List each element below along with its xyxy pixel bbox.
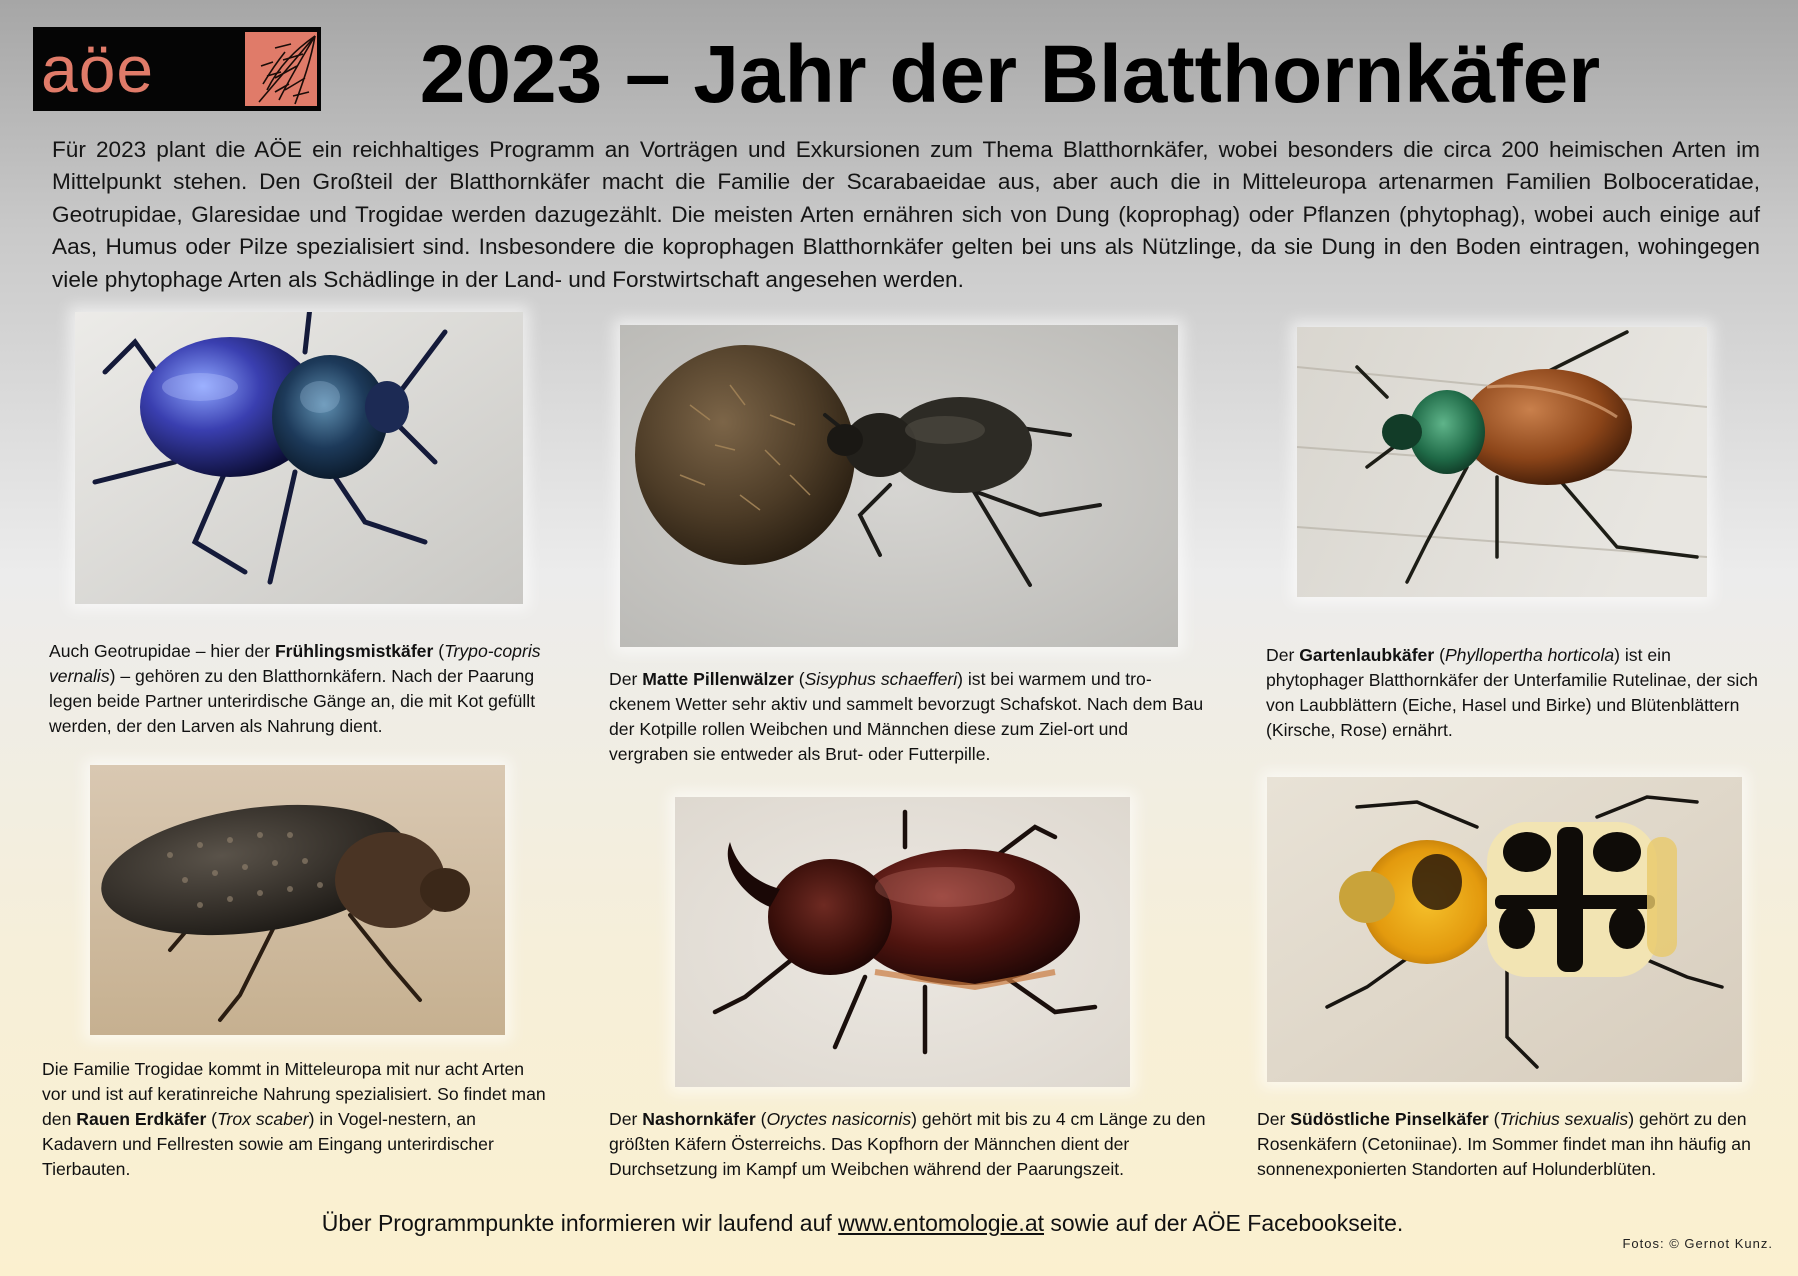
latin-name: Sisyphus schaefferi (804, 669, 958, 689)
caption-text: Auch Geotrupidae – hier der (49, 641, 275, 661)
wing-logo-icon (245, 32, 317, 106)
latin-name: Trichius sexualis (1499, 1109, 1629, 1129)
caption-text: Der (1266, 645, 1300, 665)
erdkaefer-caption (42, 1057, 552, 1182)
species-name: Gartenlaubkäfer (1299, 645, 1435, 665)
caption-text: Der (609, 1109, 643, 1129)
latin-name: Trox scaber (217, 1109, 309, 1129)
species-name: Frühlingsmistkäfer (274, 641, 434, 661)
fruehlingsmistkaefer-caption (49, 639, 569, 739)
footer-text (0, 1208, 1725, 1238)
pinselkaefer-caption (1257, 1107, 1777, 1182)
caption-text: ) gehört zu den Rosenkäfern (Cetoniinae). Im Sommer findet man ihn häufig an sonnenexponierten Standorten auf Holunderblüten. (1257, 1109, 1751, 1179)
pillenwaelzer-caption (609, 667, 1209, 767)
caption-text: ) ist bei warmem und tro-ckenem Wetter sehr aktiv und sammelt bevorzugt Schafskot. Nach dem Bau der Kotpille rollen Weibchen und Männchen diese zum Ziel-ort und vergraben sie entweder als Brut- oder Futterpille. (609, 669, 1204, 764)
latin-name: Oryctes nasicornis (766, 1109, 912, 1129)
nashornkaefer-caption (609, 1107, 1219, 1182)
caption-text: ) – gehören zu den Blatthornkäfern. Nach der Paarung legen beide Partner unterirdische Gänge an, die mit Kot gefüllt werden, der den Larven als Nahrung dient. (49, 666, 536, 736)
footer-post: sowie auf der AÖE Facebookseite. (1044, 1210, 1404, 1236)
gartenlaubkaefer-photo (1297, 327, 1707, 597)
caption-text: ( (206, 1109, 218, 1129)
caption-text: Der (1257, 1109, 1291, 1129)
fruehlingsmistkaefer-photo (75, 312, 523, 604)
caption-text: ( (793, 669, 805, 689)
pinselkaefer-photo (1267, 777, 1742, 1082)
caption-text: ( (1488, 1109, 1500, 1129)
caption-text: ( (433, 641, 445, 661)
caption-text: ) gehört mit bis zu 4 cm Länge zu den größten Käfern Österreichs. Das Kopfhorn der Männchen dient der Durchsetzung im Kampf um Weibchen während der Paarungszeit. (609, 1109, 1206, 1179)
species-name: Matte Pillenwälzer (642, 669, 794, 689)
logo-text: aöe (41, 32, 155, 106)
caption-text: ) ist ein phytophager Blatthornkäfer der Unterfamilie Rutelinae, der sich von Laubblättern (Eiche, Hasel und Birke) und Blütenblättern (Kirsche, Rose) ernährt. (1266, 645, 1758, 740)
caption-text: Die Familie Trogidae kommt in Mitteleuropa mit nur acht Arten vor und ist auf keratinreiche Nahrung spezialisiert. So findet man den (42, 1059, 546, 1129)
entomologie-link[interactable]: www.entomologie.at (838, 1210, 1045, 1236)
caption-text: ( (755, 1109, 767, 1129)
nashornkaefer-photo (675, 797, 1130, 1087)
erdkaefer-photo (90, 765, 505, 1035)
photo-credit: Fotos: © Gernot Kunz. (1622, 1236, 1773, 1251)
caption-text: ) in Vogel-nestern, an Kadavern und Fellresten sowie am Eingang unterirdischer Tierbauten. (42, 1109, 494, 1179)
page-title: 2023 – Jahr der Blatthornkäfer (419, 29, 1601, 120)
caption-text: ( (1434, 645, 1445, 665)
species-name: Nashornkäfer (642, 1109, 756, 1129)
caption-text: Der (609, 669, 643, 689)
gartenlaubkaefer-caption (1266, 643, 1766, 743)
species-name: Südöstliche Pinselkäfer (1290, 1109, 1489, 1129)
latin-name: Trypo-copris vernalis (49, 641, 541, 686)
footer-pre: Über Programmpunkte informieren wir laufend auf (321, 1210, 839, 1236)
latin-name: Phyllopertha horticola (1444, 645, 1615, 665)
pillenwaelzer-photo (620, 325, 1178, 647)
intro-text: Für 2023 plant die AÖE ein reichhaltiges Programm an Vorträgen und Exkursionen zum Thema Blatthornkäfer, wobei besonders die circa 200 heimischen Arten im Mittelpunkt stehen. Den Großteil der Blatthornkäfer macht die Familie der Scarabaeidae aus, aber auch die in Mitteleuropa artenarmen Familien Bolboceratidae, Geotrupidae, Glaresidae und Trogidae werden dazugezählt. Die meisten Arten ernähren sich von Dung (koprophag) oder Pflanzen (phytophag), wobei auch einige auf Aas, Humus oder Pilze spezialisiert sind. Insbesondere die koprophagen Blatthornkäfer gelten bei uns als Nützlinge, da sie Dung in den Boden eintragen, wohingegen viele phytophage Arten als Schädlinge in der Land- und Forstwirtschaft angesehen werden. (52, 137, 1760, 292)
species-name: Rauen Erdkäfer (76, 1109, 207, 1129)
aoe-logo (33, 27, 321, 111)
